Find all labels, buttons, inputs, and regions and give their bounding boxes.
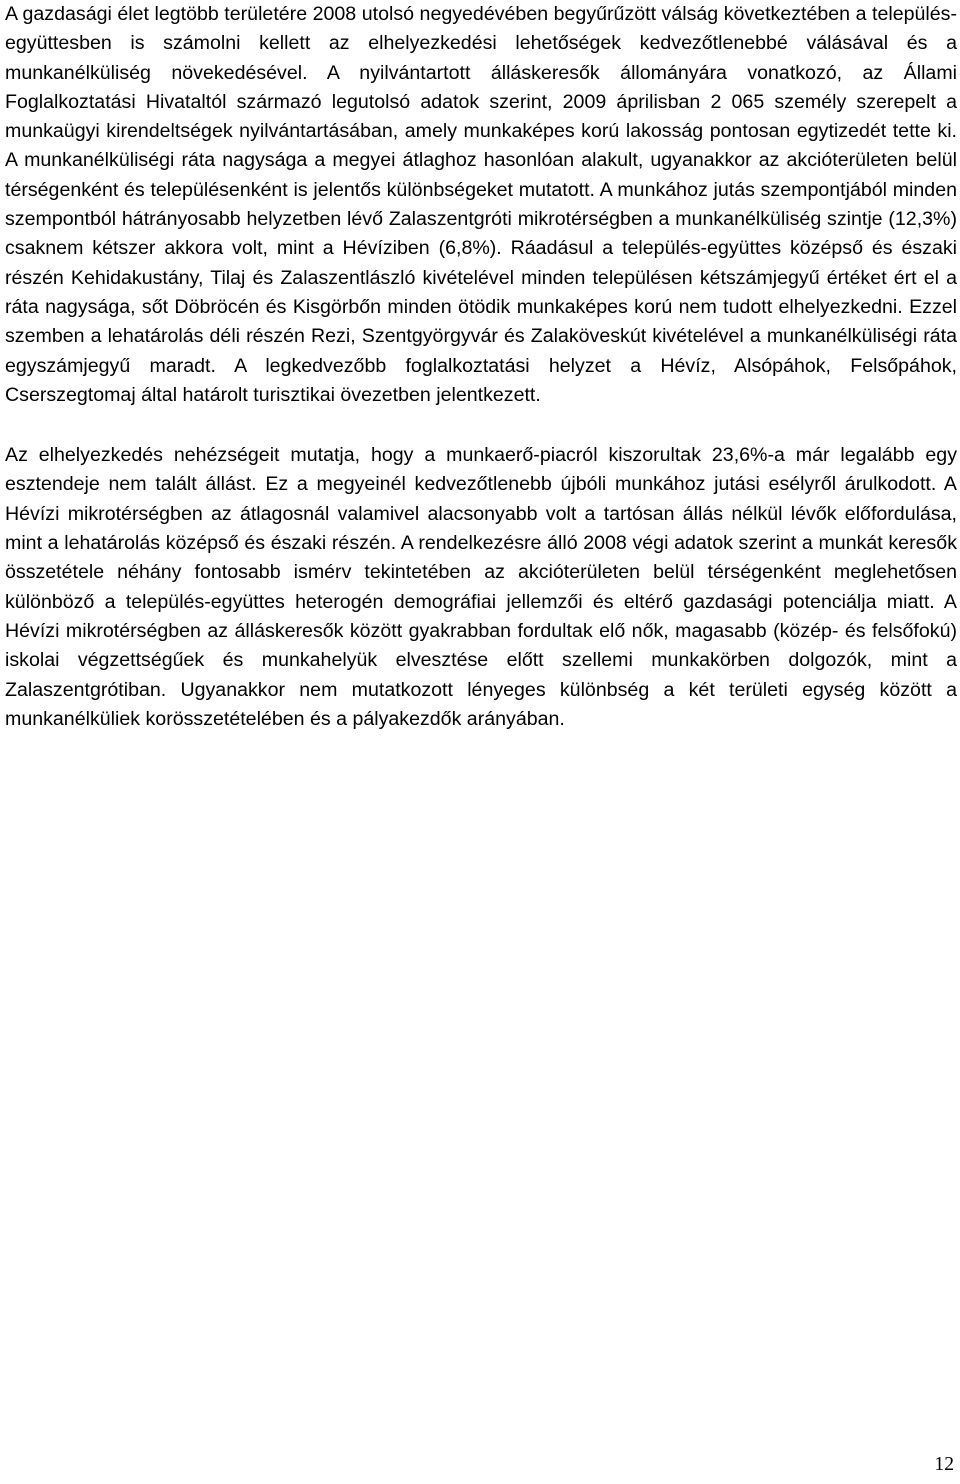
paragraph-jobseeker-composition: Az elhelyezkedés nehézségeit mutatja, hogy a munkaerő-piacról kiszorultak 23,6%-a már legalább egy esztendeje nem talált állást. Ez a megyeinél kedvezőtlenebb újbóli munkához jutási esélyről árulkodott. A Hévízi mikrotérségben az átlagosnál valamivel alacsonyabb volt a tartósan állás nélkül lévők előfordulása, mint a lehatárolás középső és északi részén. A rendelkezésre álló 2008 végi adatok szerint a munkát keresők összetétele néhány fontosabb ismérv tekintetében az akcióterületen belül térségenként meglehetősen különböző a település-együttes heterogén demográfiai jellemzői és eltérő gazdasági potenciálja miatt. A Hévízi mikrotérségben az álláskeresők között gyakrabban fordultak elő nők, magasabb (közép- és felsőfokú) iskolai végzettségűek és munkahelyük elvesztése előtt szellemi munkakörben dolgozók, mint a Zalaszentgrótiban. Ugyanakkor nem mutatkozott lényeges különbség a két területi egység között a munkanélküliek korösszetételében és a pályakezdők arányában. [5, 444, 957, 730]
document-page [5, 0, 957, 734]
paragraph-unemployment-overview: A gazdasági élet legtöbb területére 2008 utolsó negyedévében begyűrűzött válság következtében a település-együttesben is számolni kellett az elhelyezkedési lehetőségek kedvezőtlenebbé válásával és a munkanélküliség növekedésével. A nyilvántartott álláskeresők állományára vonatkozó, az Állami Foglalkoztatási Hivataltól származó legutolsó adatok szerint, 2009 áprilisban 2 065 személy szerepelt a munkaügyi kirendeltségek nyilvántartásában, amely munkaképes korú lakosság pontosan egytizedét tette ki. A munkanélküliségi ráta nagysága a megyei átlaghoz hasonlóan alakult, ugyanakkor az akcióterületen belül térségenként és településenként is jelentős különbségeket mutatott. A munkához jutás szempontjából minden szempontból hátrányosabb helyzetben lévő Zalaszentgróti mikrotérségben a munkanélküliség szintje (12,3%) csaknem kétszer akkora volt, mint a Hévíziben (6,8%). Ráadásul a település-együttes középső és északi részén Kehidakustány, Tilaj és Zalaszentlászló kivételével minden településen kétszámjegyű értéket ért el a ráta nagysága, sőt Döbröcén és Kisgörbőn minden ötödik munkaképes korú nem tudott elhelyezkedni. Ezzel szemben a lehatárolás déli részén Rezi, Szentgyörgyvár és Zalaköveskút kivételével a munkanélküliségi ráta egyszámjegyű maradt. A legkedvezőbb foglalkoztatási helyzet a Hévíz, Alsópáhok, Felsőpáhok, Cserszegtomaj által határolt turisztikai övezetben jelentkezett. [5, 3, 957, 406]
page-number: 12 [934, 1454, 954, 1475]
